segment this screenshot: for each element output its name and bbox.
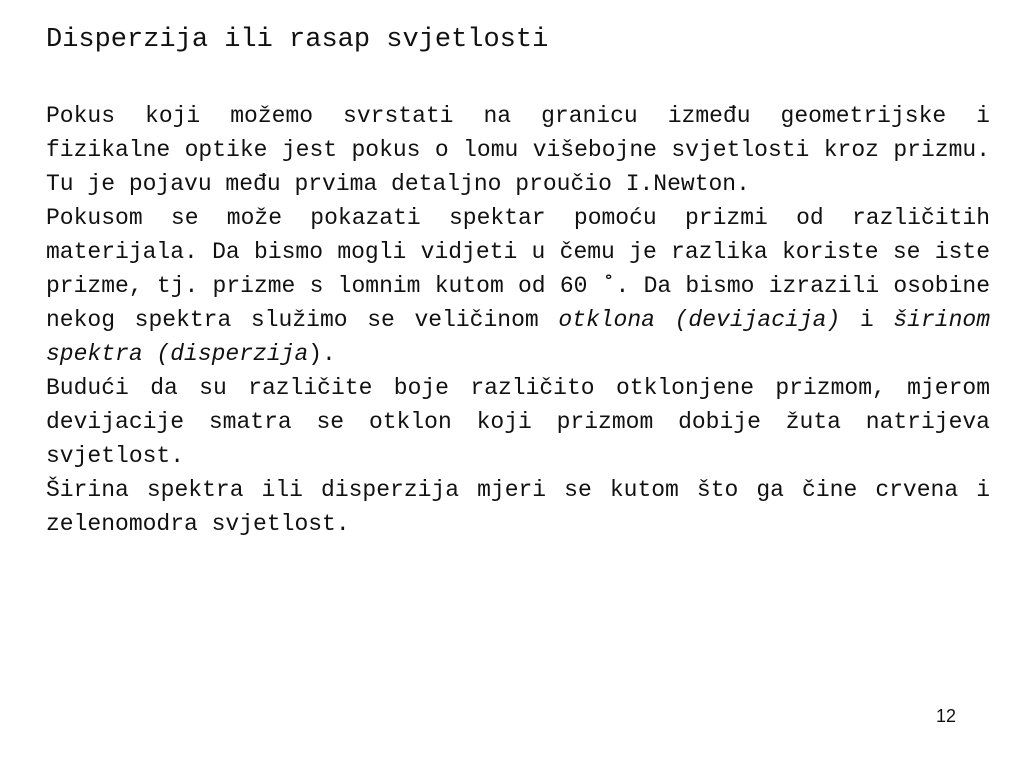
paragraph-deviation: Budući da su različite boje različito otklonjene prizmom, mjerom devijacije smatra se otklon koji prizmom dobije žuta natrijeva svjetlost. bbox=[46, 375, 990, 469]
paragraph-spectrum-intro: Pokusom se može pokazati spektar pomoću prizmi od različitih materijala. Da bismo mogli vidjeti u čemu je razlika koriste se iste prizme, tj. prizme s lomnim kutom od 60 ˚. Da bismo izrazili osobine nekog spektra služimo se veličinom bbox=[46, 205, 990, 333]
paragraph-spectrum-join: i bbox=[840, 307, 894, 333]
paragraph-spectrum bbox=[46, 201, 990, 371]
term-deviation: otklona (devijacija) bbox=[558, 307, 841, 333]
slide-title: Disperzija ili rasap svjetlosti bbox=[46, 25, 549, 55]
term-dispersion: širinom spektra (disperzija bbox=[46, 307, 990, 367]
paragraph-width: Širina spektra ili disperzija mjeri se kutom što ga čine crvena i zelenomodra svjetlost. bbox=[46, 477, 990, 537]
paragraph-newton: Pokus koji možemo svrstati na granicu između geometrijske i fizikalne optike jest pokus o lomu višebojne svjetlosti kroz prizmu. Tu je pojavu među prvima detaljno proučio I.Newton. bbox=[46, 103, 990, 197]
page-number: 12 bbox=[936, 706, 957, 726]
paragraph-spectrum-end: ). bbox=[308, 341, 336, 367]
slide-body bbox=[46, 99, 990, 541]
